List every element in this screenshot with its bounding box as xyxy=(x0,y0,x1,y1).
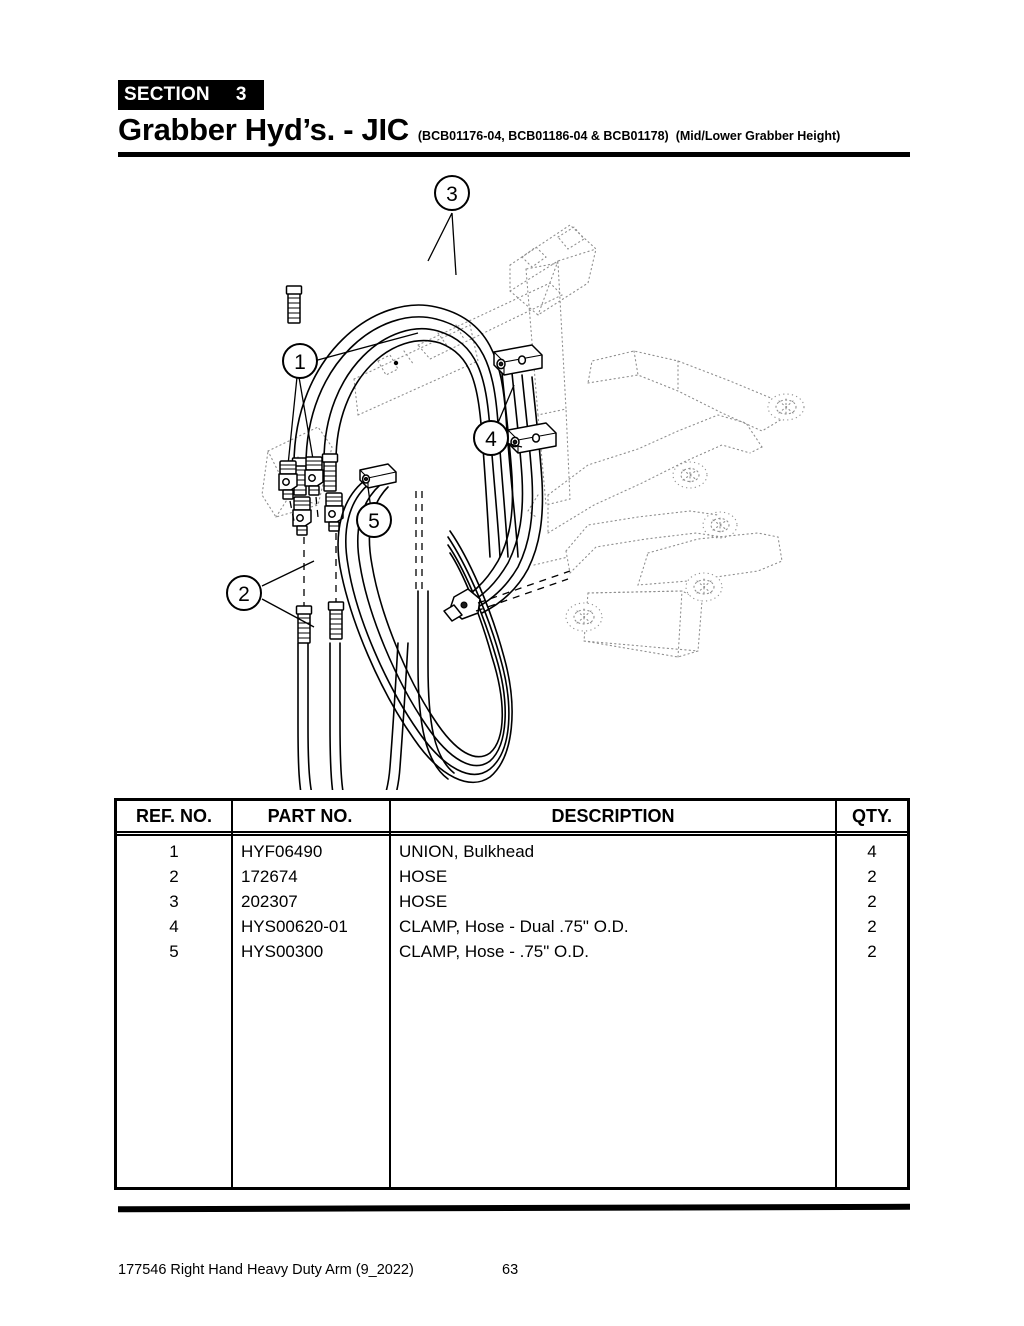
column-header-desc: DESCRIPTION xyxy=(551,805,675,826)
callout-3 xyxy=(428,176,469,275)
footer-document: 177546 Right Hand Heavy Duty Arm (9_2022) xyxy=(118,1262,414,1278)
hose-fittings-item-2 xyxy=(297,602,344,643)
header-divider xyxy=(118,152,910,157)
callout-1 xyxy=(283,344,317,378)
table-body xyxy=(117,833,907,1187)
cell-ref: 2 xyxy=(169,866,179,886)
footer-page-number: 63 xyxy=(502,1262,519,1278)
cell-desc: CLAMP, Hose - .75" O.D. xyxy=(399,941,589,961)
page-title xyxy=(118,112,918,148)
cell-qty: 2 xyxy=(867,916,877,936)
page-title-variant: (Mid/Lower Grabber Height) xyxy=(675,129,841,143)
cell-part: 172674 xyxy=(241,866,298,886)
page-title-models: (BCB01176-04, BCB01186-04 & BCB01178) xyxy=(417,129,669,143)
page-title-main: Grabber Hyd’s. - JIC xyxy=(118,112,409,147)
page-footer xyxy=(118,1262,910,1282)
exploded-parts-diagram xyxy=(118,165,910,790)
svg-text:4: 4 xyxy=(485,428,497,451)
callout-5 xyxy=(357,503,391,537)
column-header-part: PART NO. xyxy=(267,805,353,826)
svg-text:2: 2 xyxy=(238,583,250,606)
cell-ref: 5 xyxy=(169,941,179,961)
cell-qty: 4 xyxy=(867,841,877,861)
cell-desc: CLAMP, Hose - Dual .75" O.D. xyxy=(399,916,629,936)
cell-part: HYS00300 xyxy=(241,941,324,961)
section-label: SECTION xyxy=(124,84,210,105)
cell-desc: HOSE xyxy=(399,866,448,886)
cell-desc: HOSE xyxy=(399,891,448,911)
cell-ref: 1 xyxy=(169,841,179,861)
table-row xyxy=(117,864,907,889)
table-header-row xyxy=(117,801,907,833)
hose-clamp-dual-lower xyxy=(508,423,556,453)
cell-ref: 3 xyxy=(169,891,179,911)
cell-qty: 2 xyxy=(867,866,877,886)
table-row xyxy=(117,914,907,939)
table-row xyxy=(117,839,907,864)
footer-divider xyxy=(118,1204,910,1212)
cell-qty: 2 xyxy=(867,891,877,911)
cell-desc: UNION, Bulkhead xyxy=(399,841,535,861)
cell-part: HYS00620-01 xyxy=(241,916,348,936)
svg-text:3: 3 xyxy=(446,183,458,206)
cell-ref: 4 xyxy=(169,916,179,936)
cell-part: HYF06490 xyxy=(241,841,323,861)
hose-item-2 xyxy=(298,643,408,790)
column-header-qty: QTY. xyxy=(851,805,892,826)
cell-part: 202307 xyxy=(241,891,298,911)
parts-table xyxy=(114,798,910,1190)
section-badge xyxy=(118,80,264,110)
table-row xyxy=(117,939,907,964)
svg-text:1: 1 xyxy=(294,351,306,374)
column-header-ref: REF. NO. xyxy=(135,805,212,826)
hose-end-right-lower xyxy=(444,589,480,621)
section-number: 3 xyxy=(235,84,247,105)
table-row xyxy=(117,889,907,914)
svg-text:5: 5 xyxy=(368,510,380,533)
hose-ends-item-3 xyxy=(287,286,302,323)
cell-qty: 2 xyxy=(867,941,877,961)
